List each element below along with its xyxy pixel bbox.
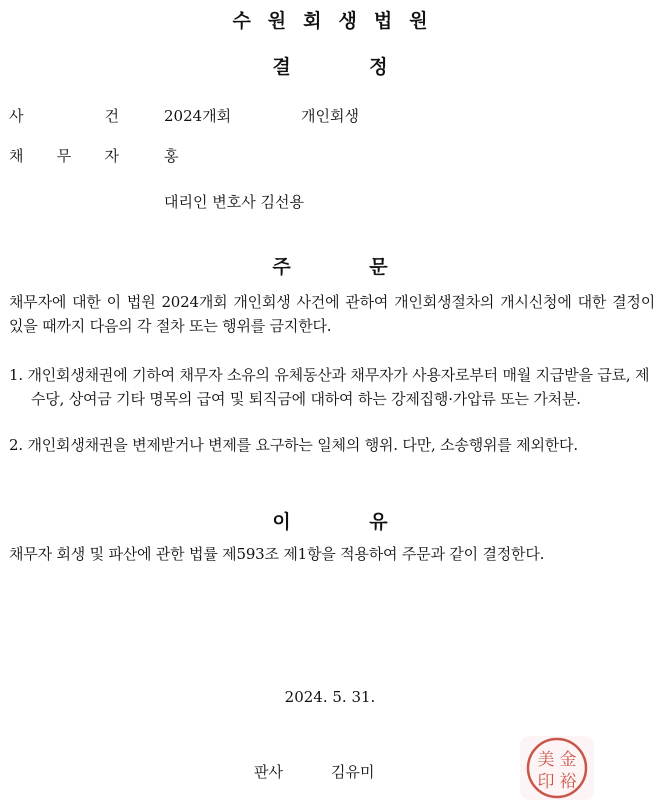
case-number: 2024개회 bbox=[164, 107, 232, 125]
judge-name: 김유미 bbox=[331, 763, 375, 781]
order-intro: 채무자에 대한 이 법원 2024개회 개인회생 사건에 관하여 개인회생절차의 개시신청에 대한 결정이 있을 때까지 다음의 각 절차 또는 행위를 금지한다. bbox=[9, 293, 655, 335]
debtor-agent: 대리인 변호사 김선용 bbox=[164, 193, 304, 211]
case-label bbox=[9, 106, 119, 126]
case-label-char: 건 bbox=[104, 107, 119, 125]
case-type: 개인회생 bbox=[301, 107, 359, 125]
document-title: 결 정 bbox=[272, 56, 388, 78]
judge-seal-icon bbox=[518, 734, 596, 802]
svg-text:美: 美 bbox=[537, 750, 555, 770]
debtor-label-char: 자 bbox=[104, 147, 119, 165]
svg-text:金: 金 bbox=[559, 750, 577, 770]
svg-text:印: 印 bbox=[537, 772, 555, 792]
order-heading: 주 문 bbox=[272, 256, 388, 278]
case-label-char: 사 bbox=[9, 107, 24, 125]
debtor-label-char: 채 bbox=[9, 147, 24, 165]
svg-text:裕: 裕 bbox=[559, 772, 577, 792]
court-name: 수원회생법원 bbox=[232, 10, 445, 32]
order-item: 2. 개인회생채권을 변제받거나 변제를 요구하는 일체의 행위. 다만, 소송행위를 제외한다. bbox=[9, 436, 578, 454]
decision-date: 2024. 5. 31. bbox=[284, 688, 376, 706]
debtor-label bbox=[9, 146, 119, 166]
reason-text: 채무자 회생 및 파산에 관한 법률 제593조 제1항을 적용하여 주문과 같이 결정한다. bbox=[9, 545, 545, 563]
order-item: 1. 개인회생채권에 기하여 채무자 소유의 유체동산과 채무자가 사용자로부터 매월 지급받을 급료, 제수당, 상여금 기타 명목의 급여 및 퇴직금에 대하여 하는 강제집행·가압류 또는 가처분. bbox=[9, 366, 650, 408]
debtor-label-char: 무 bbox=[56, 147, 72, 165]
reason-heading: 이 유 bbox=[272, 511, 388, 533]
judge-title: 판사 bbox=[254, 763, 283, 781]
debtor-name: 홍 bbox=[164, 147, 179, 165]
